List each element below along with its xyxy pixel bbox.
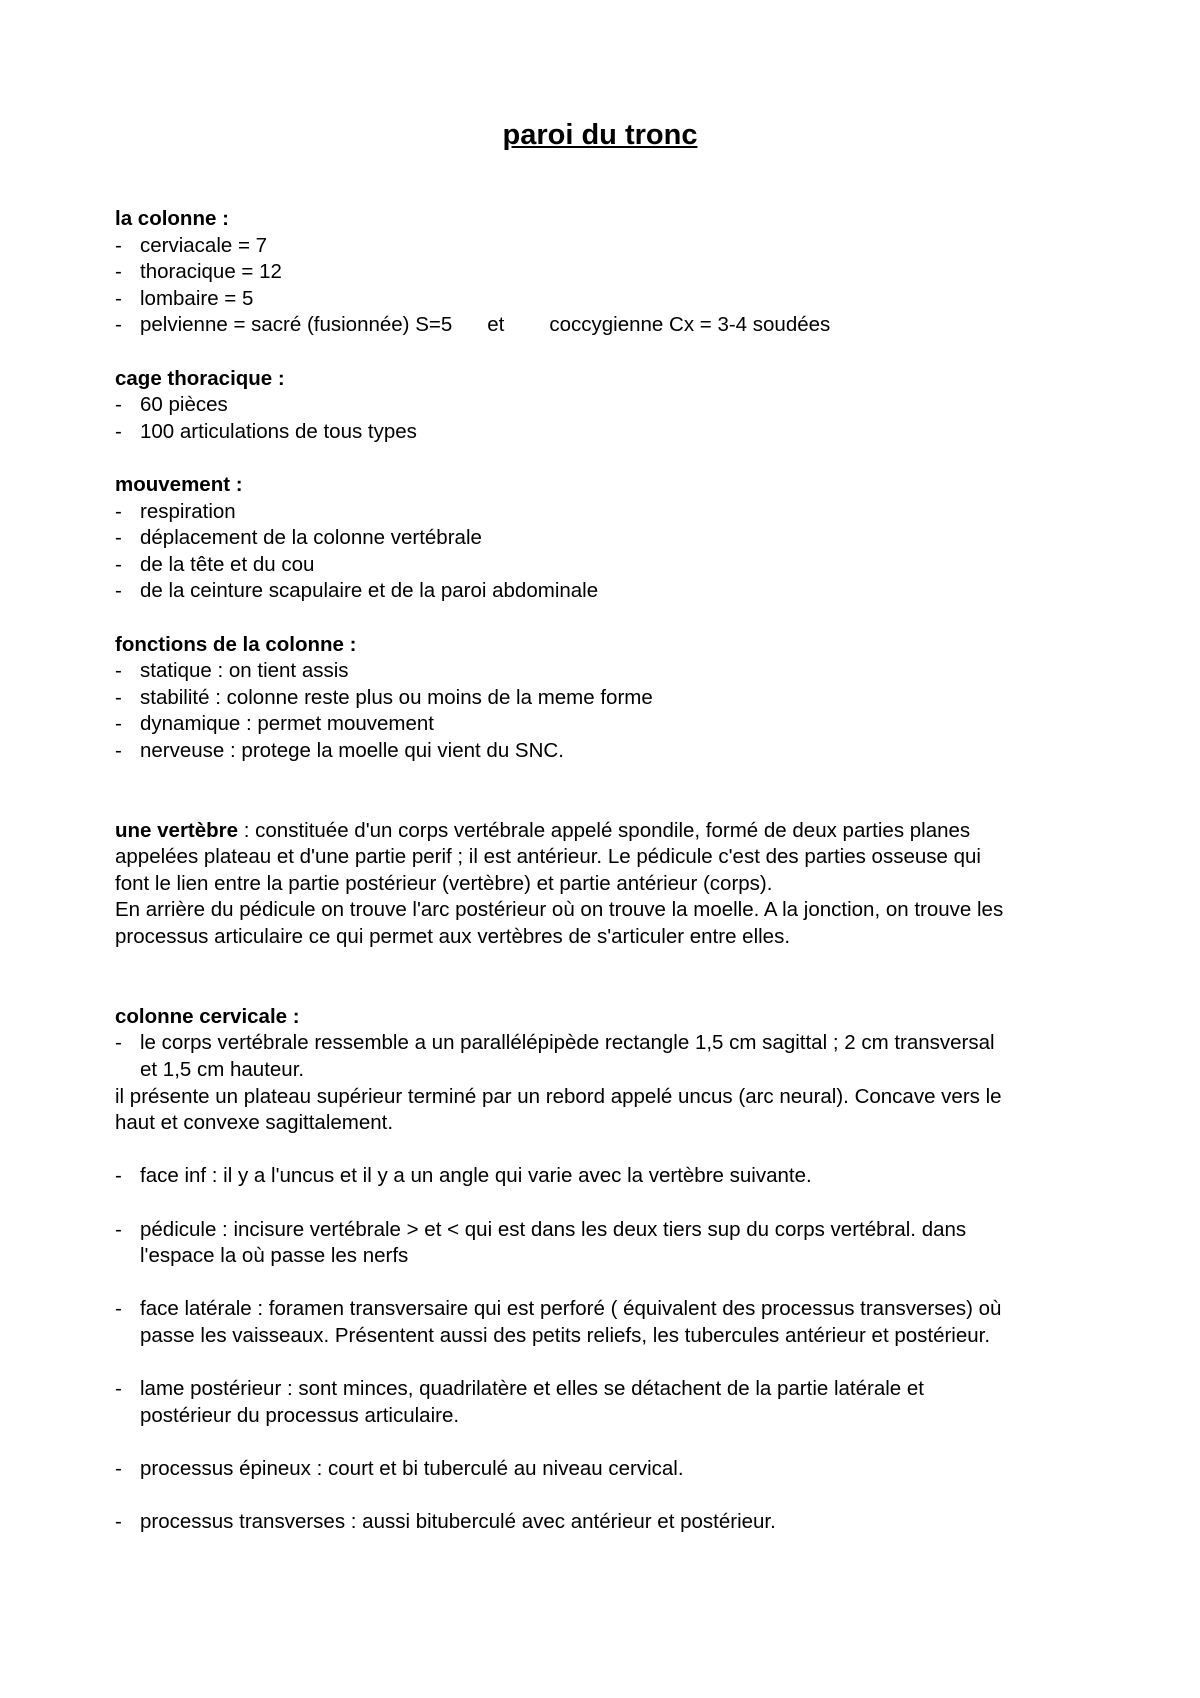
list-item: - pelvienne = sacré (fusionnée) S=5 et coccygienne Cx = 3-4 soudées (115, 313, 831, 337)
section-heading-fonctions: fonctions de la colonne : (115, 632, 357, 656)
section-heading-mouvement: mouvement : (115, 472, 243, 496)
list-item: - de la tête et du cou (115, 552, 315, 576)
list-item: - processus transverses : aussi bituberculé avec antérieur et postérieur. (115, 1510, 776, 1534)
term-vertebre: une vertèbre (115, 818, 239, 842)
list-item: - stabilité : colonne reste plus ou moins de la meme forme (115, 685, 653, 709)
list-item: - thoracique = 12 (115, 260, 282, 284)
section-heading-cervicale: colonne cervicale : (115, 1004, 300, 1028)
list-item: - processus épineux : court et bi tuberculé au niveau cervical. (115, 1456, 684, 1480)
list-item: - le corps vertébrale ressemble a un parallélépipède rectangle 1,5 cm sagittal ; 2 cm transversal et 1,5 cm hauteur. (115, 1031, 995, 1081)
list-item: - statique : on tient assis (115, 659, 349, 683)
list-item: - de la ceinture scapulaire et de la paroi abdominale (115, 579, 599, 603)
list-item: - 60 pièces (115, 393, 228, 417)
section-heading-cage: cage thoracique : (115, 366, 285, 390)
page-title: paroi du tronc (502, 119, 698, 151)
list-item: - cerviacale = 7 (115, 233, 268, 257)
list-item: - pédicule : incisure vertébrale > et < qui est dans les deux tiers sup du corps vertébral. dans l'espace la où passe les nerfs (115, 1217, 967, 1268)
paragraph-vertebre: une vertèbre : constituée d'un corps vertébrale appelé spondile, formé de deux parties planes appelées plateau et d'une partie perif ; il est antérieur. Le pédicule c'est des parties osseuse qui font le lien entre la partie postérieur (vertèbre) et partie antérieur (corps). En arrière du pédicule on trouve l'arc postérieur où on trouve la moelle. A la jonction, on trouve les processus articulaire ce qui permet aux vertèbres de s'articuler entre elles. (115, 818, 1004, 949)
document-body (115, 206, 1090, 1536)
paragraph-plateau: il présente un plateau supérieur terminé par un rebord appelé uncus (arc neural). Concave vers le haut et convexe sagittalement. (115, 1084, 1002, 1135)
list-item: - respiration (115, 499, 236, 523)
list-item: - lame postérieur : sont minces, quadrilatère et elles se détachent de la partie latérale et postérieur du processus articulaire. (115, 1377, 924, 1427)
section-heading-colonne: la colonne : (115, 207, 229, 230)
list-item: - dynamique : permet mouvement (115, 712, 434, 736)
list-item: - 100 articulations de tous types (115, 419, 417, 443)
list-item: - face inf : il y a l'uncus et il y a un angle qui varie avec la vertèbre suivante. (115, 1164, 812, 1188)
list-item: - face latérale : foramen transversaire qui est perforé ( équivalent des processus transverses) où passe les vaisseaux. Présentent aussi des petits reliefs, les tubercules antérieur et postérieur. (115, 1297, 1002, 1347)
list-item: - lombaire = 5 (115, 286, 254, 310)
list-item: - nerveuse : protege la moelle qui vient du SNC. (115, 738, 564, 762)
list-item: - déplacement de la colonne vertébrale (115, 526, 482, 550)
